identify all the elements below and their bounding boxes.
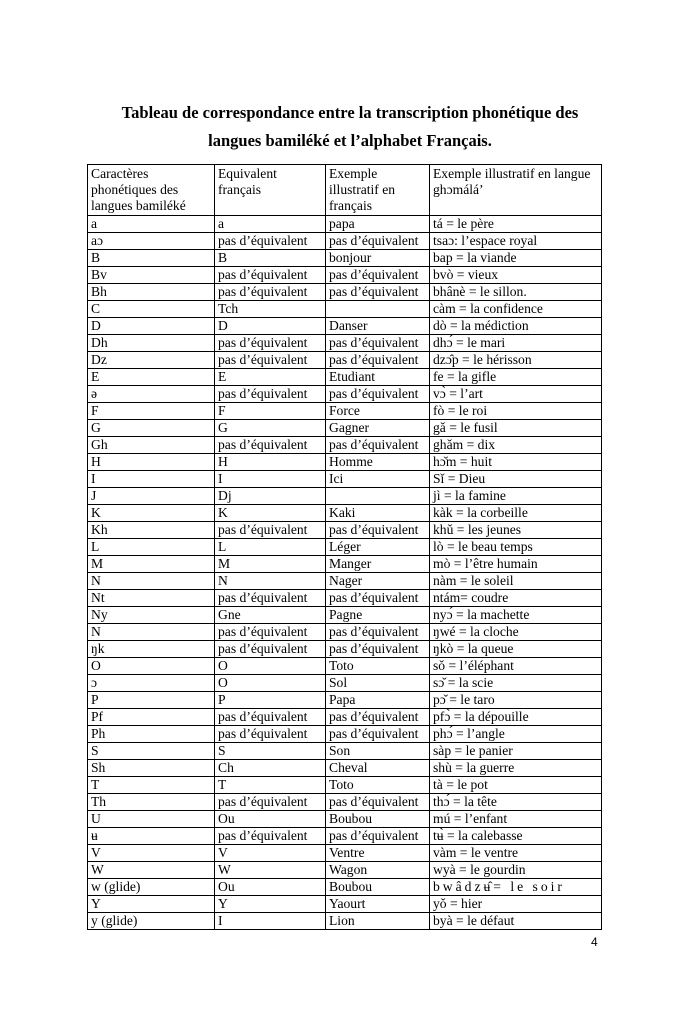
ghomala-example-cell: phɔ́ = l’angle xyxy=(430,726,602,743)
french-equivalent-cell: F xyxy=(215,403,326,420)
ghomala-example-cell: dzɔ̂p = le hérisson xyxy=(430,352,602,369)
table-row xyxy=(88,216,602,233)
phonetic-character-cell: ɔ xyxy=(88,675,215,692)
french-example-cell: Boubou xyxy=(326,879,430,896)
french-example-cell: Yaourt xyxy=(326,896,430,913)
french-equivalent-cell: O xyxy=(215,658,326,675)
french-equivalent-cell: Y xyxy=(215,896,326,913)
phonetic-character-cell: Ph xyxy=(88,726,215,743)
phonetic-character-cell: Y xyxy=(88,896,215,913)
table-row xyxy=(88,437,602,454)
table-row xyxy=(88,607,602,624)
table-row xyxy=(88,692,602,709)
table-row xyxy=(88,726,602,743)
french-equivalent-cell: pas d’équivalent xyxy=(215,437,326,454)
french-example-cell: pas d’équivalent xyxy=(326,828,430,845)
table-row xyxy=(88,539,602,556)
french-example-cell: pas d’équivalent xyxy=(326,386,430,403)
ghomala-example-cell: nàm = le soleil xyxy=(430,573,602,590)
table-row xyxy=(88,250,602,267)
ghomala-example-cell: vɔ̀ = l’art xyxy=(430,386,602,403)
french-example-cell: Papa xyxy=(326,692,430,709)
phonetic-character-cell: M xyxy=(88,556,215,573)
phonetic-character-cell: Dh xyxy=(88,335,215,352)
french-example-cell: pas d’équivalent xyxy=(326,794,430,811)
page-number: 4 xyxy=(591,935,598,949)
table-row xyxy=(88,471,602,488)
french-equivalent-cell: N xyxy=(215,573,326,590)
french-example-cell: Etudiant xyxy=(326,369,430,386)
phonetic-character-cell: U xyxy=(88,811,215,828)
french-equivalent-cell: Ou xyxy=(215,879,326,896)
table-row xyxy=(88,675,602,692)
french-example-cell: pas d’équivalent xyxy=(326,267,430,284)
table-row xyxy=(88,777,602,794)
french-equivalent-cell: pas d’équivalent xyxy=(215,590,326,607)
table-row xyxy=(88,454,602,471)
ghomala-example-cell: Sǐ = Dieu xyxy=(430,471,602,488)
table-row xyxy=(88,403,602,420)
ghomala-example-cell: bvò = vieux xyxy=(430,267,602,284)
ghomala-example-cell: sɔ̌ = la scie xyxy=(430,675,602,692)
table-row xyxy=(88,913,602,930)
french-equivalent-cell: I xyxy=(215,913,326,930)
french-example-cell: pas d’équivalent xyxy=(326,437,430,454)
phonetic-character-cell: W xyxy=(88,862,215,879)
phonetic-character-cell: F xyxy=(88,403,215,420)
french-example-cell: pas d’équivalent xyxy=(326,641,430,658)
ghomala-example-cell: sàp = le panier xyxy=(430,743,602,760)
phonetic-character-cell: L xyxy=(88,539,215,556)
phonetic-character-cell: ŋk xyxy=(88,641,215,658)
french-equivalent-cell: S xyxy=(215,743,326,760)
phonetic-character-cell: B xyxy=(88,250,215,267)
french-example-cell: Toto xyxy=(326,777,430,794)
ghomala-example-cell: tà = le pot xyxy=(430,777,602,794)
ghomala-example-cell: bhânè = le sillon. xyxy=(430,284,602,301)
table-row xyxy=(88,590,602,607)
french-equivalent-cell: K xyxy=(215,505,326,522)
ghomala-example-cell: tsaɔ: l’espace royal xyxy=(430,233,602,250)
french-example-cell: pas d’équivalent xyxy=(326,709,430,726)
french-equivalent-cell: pas d’équivalent xyxy=(215,709,326,726)
ghomala-example-cell: ŋkò = la queue xyxy=(430,641,602,658)
ghomala-example-cell: pfɔ̀ = la dépouille xyxy=(430,709,602,726)
french-equivalent-cell: Dj xyxy=(215,488,326,505)
ghomala-example-cell: thɔ́ = la tête xyxy=(430,794,602,811)
ghomala-example-cell: bwâdzʉ̂= le soir xyxy=(430,879,602,896)
french-example-cell: Wagon xyxy=(326,862,430,879)
header-french-example: Exemple illustratif en français xyxy=(326,165,430,216)
table-row xyxy=(88,352,602,369)
french-equivalent-cell: pas d’équivalent xyxy=(215,267,326,284)
table-row xyxy=(88,879,602,896)
french-equivalent-cell: D xyxy=(215,318,326,335)
phonetic-character-cell: ə xyxy=(88,386,215,403)
ghomala-example-cell: sǒ = l’éléphant xyxy=(430,658,602,675)
header-phonetic-characters: Caractères phonétiques des langues bamiléké xyxy=(88,165,215,216)
french-equivalent-cell: B xyxy=(215,250,326,267)
phonetic-character-cell: ʉ xyxy=(88,828,215,845)
phonetic-character-cell: Kh xyxy=(88,522,215,539)
ghomala-example-cell: mò = l’être humain xyxy=(430,556,602,573)
table-row xyxy=(88,488,602,505)
table-row xyxy=(88,369,602,386)
phonetic-character-cell: J xyxy=(88,488,215,505)
french-equivalent-cell: W xyxy=(215,862,326,879)
title-line-2: langues bamiléké et l’alphabet Français. xyxy=(208,131,492,150)
phonetic-character-cell: Sh xyxy=(88,760,215,777)
french-example-cell: Pagne xyxy=(326,607,430,624)
french-example-cell: pas d’équivalent xyxy=(326,335,430,352)
ghomala-example-cell: wyà = le gourdin xyxy=(430,862,602,879)
french-equivalent-cell: a xyxy=(215,216,326,233)
phonetic-character-cell: O xyxy=(88,658,215,675)
french-example-cell: pas d’équivalent xyxy=(326,590,430,607)
french-example-cell: Nager xyxy=(326,573,430,590)
french-example-cell: pas d’équivalent xyxy=(326,522,430,539)
french-example-cell: bonjour xyxy=(326,250,430,267)
phonetic-character-cell: P xyxy=(88,692,215,709)
french-example-cell: papa xyxy=(326,216,430,233)
phonetic-character-cell: N xyxy=(88,624,215,641)
french-equivalent-cell: Ou xyxy=(215,811,326,828)
french-equivalent-cell: pas d’équivalent xyxy=(215,335,326,352)
phonetic-character-cell: E xyxy=(88,369,215,386)
french-equivalent-cell: P xyxy=(215,692,326,709)
french-example-cell: Force xyxy=(326,403,430,420)
french-example-cell: Léger xyxy=(326,539,430,556)
table-row xyxy=(88,505,602,522)
ghomala-example-cell: lò = le beau temps xyxy=(430,539,602,556)
phonetic-character-cell: Pf xyxy=(88,709,215,726)
table-row xyxy=(88,743,602,760)
phonetic-character-cell: w (glide) xyxy=(88,879,215,896)
table-row xyxy=(88,573,602,590)
table-row xyxy=(88,896,602,913)
french-equivalent-cell: T xyxy=(215,777,326,794)
table-row xyxy=(88,335,602,352)
french-equivalent-cell: pas d’équivalent xyxy=(215,794,326,811)
french-equivalent-cell: Tch xyxy=(215,301,326,318)
french-example-cell: Homme xyxy=(326,454,430,471)
french-example-cell: pas d’équivalent xyxy=(326,726,430,743)
french-equivalent-cell: H xyxy=(215,454,326,471)
ghomala-example-cell: dhɔ́ = le mari xyxy=(430,335,602,352)
french-equivalent-cell: pas d’équivalent xyxy=(215,352,326,369)
french-example-cell: pas d’équivalent xyxy=(326,233,430,250)
french-example-cell xyxy=(326,301,430,318)
table-row xyxy=(88,522,602,539)
french-example-cell: pas d’équivalent xyxy=(326,352,430,369)
phonetic-character-cell: G xyxy=(88,420,215,437)
ghomala-example-cell: fe = la gifle xyxy=(430,369,602,386)
table-row xyxy=(88,794,602,811)
table-row xyxy=(88,760,602,777)
phonetic-character-cell: V xyxy=(88,845,215,862)
french-equivalent-cell: pas d’équivalent xyxy=(215,522,326,539)
table-row xyxy=(88,318,602,335)
ghomala-example-cell: khǔ = les jeunes xyxy=(430,522,602,539)
french-equivalent-cell: G xyxy=(215,420,326,437)
french-equivalent-cell: I xyxy=(215,471,326,488)
table-row xyxy=(88,420,602,437)
table-row xyxy=(88,811,602,828)
table-row xyxy=(88,828,602,845)
ghomala-example-cell: tʉ̀ = la calebasse xyxy=(430,828,602,845)
table-row xyxy=(88,233,602,250)
french-equivalent-cell: Gne xyxy=(215,607,326,624)
phonetic-character-cell: C xyxy=(88,301,215,318)
table-header-row xyxy=(88,165,602,216)
french-example-cell: pas d’équivalent xyxy=(326,284,430,301)
correspondence-table xyxy=(87,164,602,930)
french-example-cell: Manger xyxy=(326,556,430,573)
ghomala-example-cell: mú = l’enfant xyxy=(430,811,602,828)
french-equivalent-cell: L xyxy=(215,539,326,556)
french-equivalent-cell: pas d’équivalent xyxy=(215,828,326,845)
ghomala-example-cell: càm = la confidence xyxy=(430,301,602,318)
phonetic-character-cell: a xyxy=(88,216,215,233)
french-example-cell: Sol xyxy=(326,675,430,692)
french-equivalent-cell: V xyxy=(215,845,326,862)
header-ghomala-example: Exemple illustratif en langue ghɔmálá’ xyxy=(430,165,602,216)
ghomala-example-cell: jì = la famine xyxy=(430,488,602,505)
french-example-cell: Son xyxy=(326,743,430,760)
table-body xyxy=(88,216,602,930)
french-example-cell: Ici xyxy=(326,471,430,488)
table-row xyxy=(88,556,602,573)
french-example-cell: Kaki xyxy=(326,505,430,522)
table-row xyxy=(88,386,602,403)
french-equivalent-cell: pas d’équivalent xyxy=(215,284,326,301)
french-equivalent-cell: Ch xyxy=(215,760,326,777)
ghomala-example-cell: gǎ = le fusil xyxy=(430,420,602,437)
phonetic-character-cell: y (glide) xyxy=(88,913,215,930)
french-equivalent-cell: pas d’équivalent xyxy=(215,386,326,403)
table-row xyxy=(88,301,602,318)
phonetic-character-cell: H xyxy=(88,454,215,471)
phonetic-character-cell: K xyxy=(88,505,215,522)
ghomala-example-cell: ghǎm = dix xyxy=(430,437,602,454)
french-example-cell: Ventre xyxy=(326,845,430,862)
header-french-equivalent: Equivalent français xyxy=(215,165,326,216)
french-equivalent-cell: pas d’équivalent xyxy=(215,641,326,658)
ghomala-example-cell: hɔ̌m = huit xyxy=(430,454,602,471)
ghomala-example-cell: shù = la guerre xyxy=(430,760,602,777)
french-equivalent-cell: pas d’équivalent xyxy=(215,624,326,641)
french-example-cell: Boubou xyxy=(326,811,430,828)
ghomala-example-cell: nyɔ́ = la machette xyxy=(430,607,602,624)
table-row xyxy=(88,641,602,658)
french-example-cell: Toto xyxy=(326,658,430,675)
table-row xyxy=(88,624,602,641)
french-equivalent-cell: O xyxy=(215,675,326,692)
phonetic-character-cell: T xyxy=(88,777,215,794)
french-equivalent-cell: pas d’équivalent xyxy=(215,233,326,250)
table-row xyxy=(88,267,602,284)
french-example-cell: Cheval xyxy=(326,760,430,777)
ghomala-example-cell: ntám= coudre xyxy=(430,590,602,607)
ghomala-example-cell: kàk = la corbeille xyxy=(430,505,602,522)
french-equivalent-cell: E xyxy=(215,369,326,386)
phonetic-character-cell: aɔ xyxy=(88,233,215,250)
phonetic-character-cell: Dz xyxy=(88,352,215,369)
phonetic-character-cell: Gh xyxy=(88,437,215,454)
table-row xyxy=(88,845,602,862)
phonetic-character-cell: I xyxy=(88,471,215,488)
title-line-1: Tableau de correspondance entre la transcription phonétique des xyxy=(121,103,579,122)
ghomala-example-cell: ŋwé = la cloche xyxy=(430,624,602,641)
table-row xyxy=(88,658,602,675)
french-example-cell: Danser xyxy=(326,318,430,335)
ghomala-example-cell: tá = le père xyxy=(430,216,602,233)
french-example-cell xyxy=(326,488,430,505)
ghomala-example-cell: vàm = le ventre xyxy=(430,845,602,862)
french-equivalent-cell: pas d’équivalent xyxy=(215,726,326,743)
phonetic-character-cell: S xyxy=(88,743,215,760)
table-row xyxy=(88,284,602,301)
ghomala-example-cell: pɔ̌ = le taro xyxy=(430,692,602,709)
ghomala-example-cell: byà = le défaut xyxy=(430,913,602,930)
ghomala-example-cell: bap = la viande xyxy=(430,250,602,267)
phonetic-character-cell: Nt xyxy=(88,590,215,607)
phonetic-character-cell: N xyxy=(88,573,215,590)
french-equivalent-cell: M xyxy=(215,556,326,573)
ghomala-example-cell: yǒ = hier xyxy=(430,896,602,913)
phonetic-character-cell: Ny xyxy=(88,607,215,624)
phonetic-character-cell: Th xyxy=(88,794,215,811)
ghomala-example-cell: dò = la médiction xyxy=(430,318,602,335)
phonetic-character-cell: Bv xyxy=(88,267,215,284)
phonetic-character-cell: D xyxy=(88,318,215,335)
phonetic-character-cell: Bh xyxy=(88,284,215,301)
table-row xyxy=(88,709,602,726)
table-row xyxy=(88,862,602,879)
french-example-cell: pas d’équivalent xyxy=(326,624,430,641)
ghomala-example-cell: fò = le roi xyxy=(430,403,602,420)
french-example-cell: Gagner xyxy=(326,420,430,437)
french-example-cell: Lion xyxy=(326,913,430,930)
